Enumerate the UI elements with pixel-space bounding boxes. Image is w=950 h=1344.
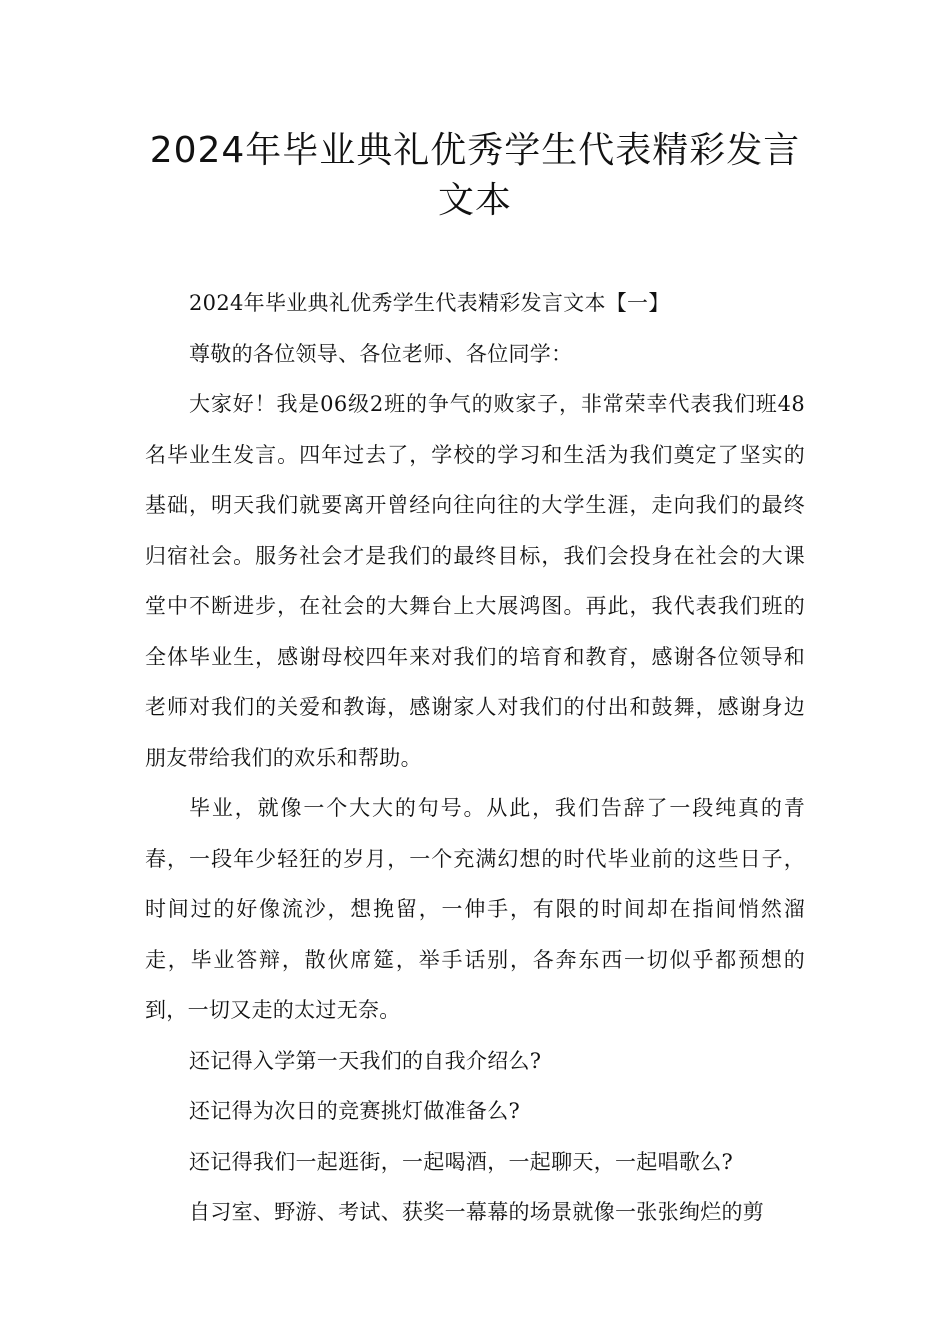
body-paragraph: 还记得入学第一天我们的自我介绍么? (189, 1048, 542, 1073)
body-paragraph: 自习室、野游、考试、获奖一幕幕的场景就像一张张绚烂的剪 (189, 1200, 765, 1224)
section-heading: 2024年毕业典礼优秀学生代表精彩发言文本【一】 (189, 291, 670, 315)
title-line-2: 文本 (437, 180, 512, 221)
body-paragraph: 还记得我们一起逛街，一起喝酒，一起聊天，一起唱歌么? (189, 1149, 734, 1174)
body-paragraph: 大家好！我是06级2班的争气的败家子，非常荣幸代表我们班48名毕业生发言。四年过去了，学校的学习和生活为我们奠定了坚实的基础，明天我们就要离开曾经向往向往的大学生涯，走向我们的最终归宿社会。服务社会才是我们的最终目标，我们会投身在社会的大课堂中不断进步，在社会的大舞台上大展鸿图。再此，我代表我们班的全体毕业生，感谢母校四年来对我们的培育和教育，感谢各位领导和老师对我们的关爱和教诲，感谢家人对我们的付出和鼓舞，感谢身边朋友带给我们的欢乐和帮助。 (145, 392, 805, 770)
document-title (120, 126, 830, 226)
salutation: 尊敬的各位领导、各位老师、各位同学： (189, 341, 573, 366)
body-paragraph: 毕业，就像一个大大的句号。从此，我们告辞了一段纯真的青春，一段年少轻狂的岁月，一个充满幻想的时代毕业前的这些日子，时间过的好像流沙，想挽留，一伸手，有限的时间却在指间悄然溜走，毕业答辩，散伙席筵，举手话别，各奔东西一切似乎都预想的到，一切又走的太过无奈。 (145, 796, 805, 1022)
title-line-1: 2024年毕业典礼优秀学生代表精彩发言 (149, 130, 801, 171)
body-paragraph: 还记得为次日的竞赛挑灯做准备么? (189, 1099, 521, 1123)
document-body (145, 278, 805, 1238)
